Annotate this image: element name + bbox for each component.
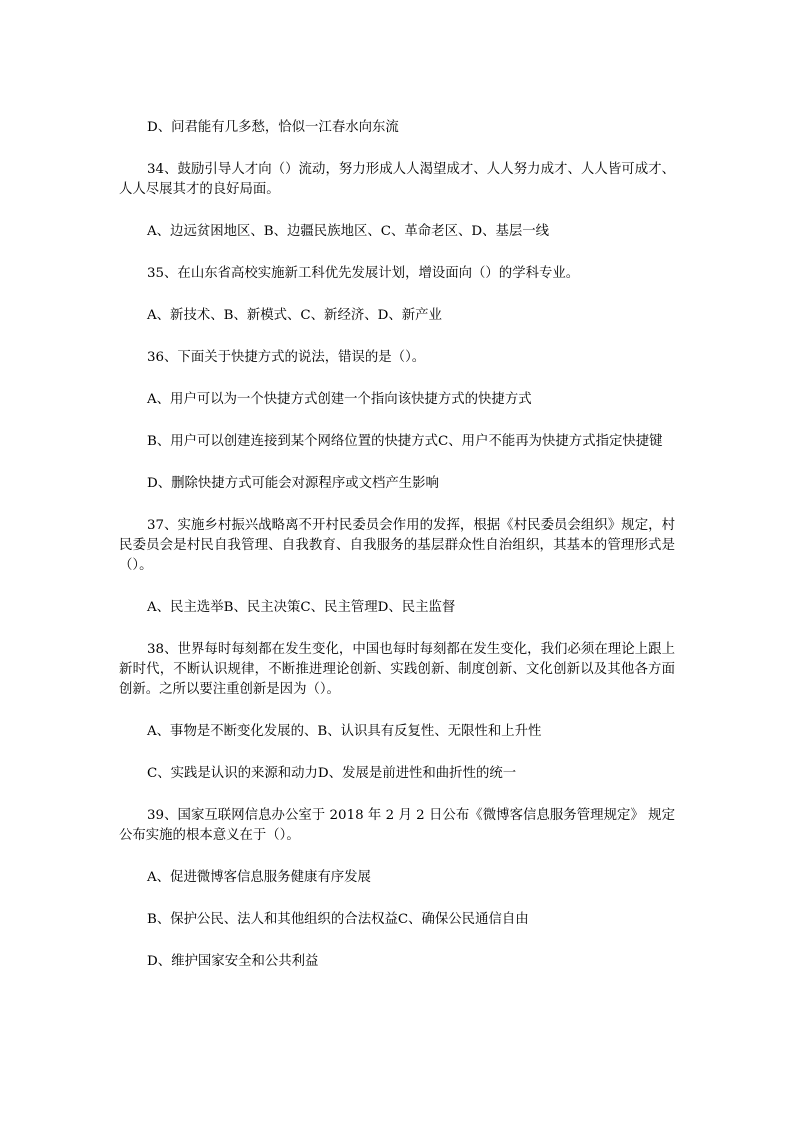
question-38: 38、世界每时每刻都在发生变化，中国也每时每刻都在发生变化，我们必须在理论上跟上新时代，不断认识规律，不断推进理论创新、实践创新、制度创新、文化创新以及其他各方面创新。之所以要注重创新是因为（）。 xyxy=(119,642,675,697)
question-37: 37、实施乡村振兴战略离不开村民委员会作用的发挥，根据《村民委员会组织》规定，村民委员会是村民自我管理、自我教育、自我服务的基层群众性自治组织，其基本的管理形式是（）。 xyxy=(119,518,675,573)
question-36: 36、下面关于快捷方式的说法，错误的是（）。 xyxy=(147,350,426,365)
question-35: 35、在山东省高校实施新工科优先发展计划，增设面向（）的学科专业。 xyxy=(147,266,580,281)
option-a-q39: A、促进微博客信息服务健康有序发展 xyxy=(147,870,371,885)
options-q34: A、边远贫困地区、B、边疆民族地区、C、革命老区、D、基层一线 xyxy=(147,224,550,239)
option-a-q36: A、用户可以为一个快捷方式创建一个指向该快捷方式的快捷方式 xyxy=(147,392,532,407)
option-bc-q39: B、保护公民、法人和其他组织的合法权益C、确保公民通信自由 xyxy=(147,912,529,927)
document-body xyxy=(119,118,675,972)
question-39: 39、国家互联网信息办公室于 2018 年 2 月 2 日公布《微博客信息服务管理规定》 规定公布实施的根本意义在于（）。 xyxy=(119,808,675,843)
option-d-q39: D、维护国家安全和公共利益 xyxy=(147,954,319,969)
option-d-q33: D、问君能有几多愁，恰似一江春水向东流 xyxy=(147,120,399,135)
question-34: 34、鼓励引导人才向（）流动，努力形成人人渴望成才、人人努力成才、人人皆可成才、人人尽展其才的良好局面。 xyxy=(119,162,675,197)
option-d-q36: D、删除快捷方式可能会对源程序或文档产生影响 xyxy=(147,476,439,491)
option-bc-q36: B、用户可以创建连接到某个网络位置的快捷方式C、用户不能再为快捷方式指定快捷键 xyxy=(147,434,663,449)
option-cd-q38: C、实践是认识的来源和动力D、发展是前进性和曲折性的统一 xyxy=(147,766,517,781)
options-q35: A、新技术、B、新模式、C、新经济、D、新产业 xyxy=(147,308,442,323)
options-q37: A、民主选举B、民主决策C、民主管理D、民主监督 xyxy=(147,600,456,615)
option-ab-q38: A、事物是不断变化发展的、B、认识具有反复性、无限性和上升性 xyxy=(147,724,542,739)
